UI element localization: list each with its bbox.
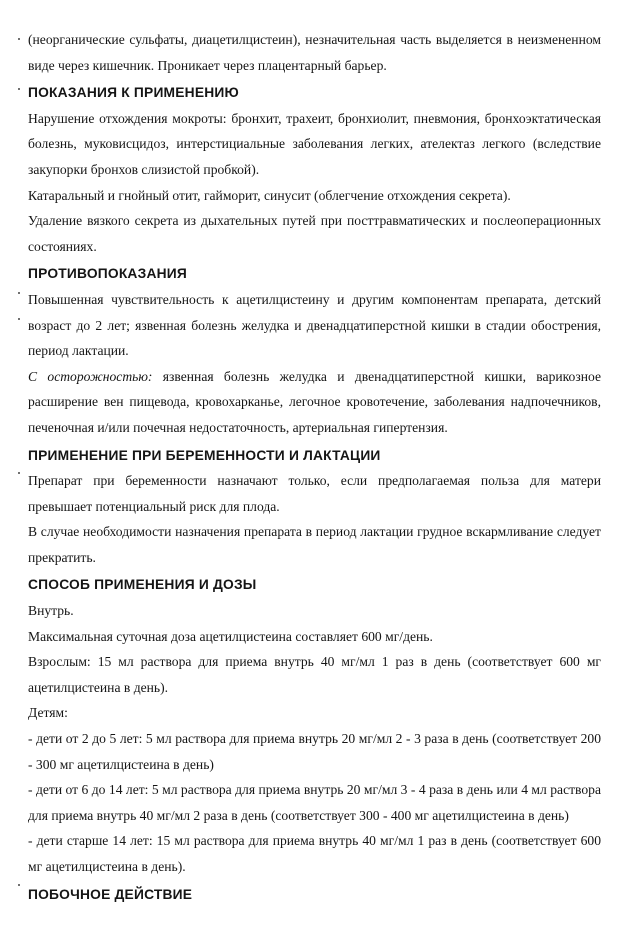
intro-paragraph: (неорганические сульфаты, диацетилцистеин), незначительная часть выделяется в неизмененном виде через кишечник. Проникает через плацентарный барьер. (28, 32, 601, 73)
scan-mark (18, 38, 20, 40)
document-page (28, 27, 601, 907)
dosage-max-dose: Максимальная суточная доза ацетилцистеина составляет 600 мг/день. (28, 628, 433, 644)
side-effects-heading: ПОБОЧНОЕ ДЕЙСТВИЕ (28, 886, 193, 902)
caution-label: С осторожностью: (28, 368, 153, 384)
scan-mark (18, 88, 20, 90)
dosage-child-14-plus: - дети старше 14 лет: 15 мл раствора для приема внутрь 40 мг/мл 1 раз в день (соответствует 600 мг ацетилцистеина в день). (28, 833, 601, 874)
scan-mark (18, 884, 20, 886)
caution-text: язвенная болезнь желудка и двенадцатиперстной кишки, варикозное расширение вен пищевода, кровохарканье, легочное кровотечение, заболевания надпочечников, печеночная и/или почечная недостаточность, артериальная гипертензия. (28, 368, 601, 435)
indications-paragraph-3: Удаление вязкого секрета из дыхательных путей при посттравматических и послеоперационных состояниях. (28, 213, 601, 254)
scan-mark (18, 472, 20, 474)
dosage-child-2-5: - дети от 2 до 5 лет: 5 мл раствора для приема внутрь 20 мг/мл 2 - 3 раза в день (соответствует 200 - 300 мг ацетилцистеина в день) (28, 731, 601, 772)
scan-mark (18, 292, 20, 294)
dosage-adults: Взрослым: 15 мл раствора для приема внутрь 40 мг/мл 1 раз в день (соответствует 600 мг ацетилцистеина в день). (28, 654, 601, 695)
dosage-children-label: Детям: (28, 705, 68, 721)
pregnancy-paragraph-1: Препарат при беременности назначают только, если предполагаемая польза для матери превышает потенциальный риск для плода. (28, 473, 601, 514)
indications-heading: ПОКАЗАНИЯ К ПРИМЕНЕНИЮ (28, 85, 239, 101)
pregnancy-paragraph-2: В случае необходимости назначения препарата в период лактации грудное вскармливание следует прекратить. (28, 524, 601, 565)
indications-paragraph-2: Катаральный и гнойный отит, гайморит, синусит (облегчение отхождения секрета). (28, 187, 511, 203)
scan-mark (18, 318, 20, 320)
indications-paragraph-1: Нарушение отхождения мокроты: бронхит, трахеит, бронхиолит, пневмония, бронхоэктатическая болезнь, муковисцидоз, интерстициальные заболевания легких, ателектаз легкого (вследствие закупорки бронхов слизистой пробкой). (28, 110, 601, 177)
dosage-route: Внутрь. (28, 603, 74, 619)
dosage-child-6-14: - дети от 6 до 14 лет: 5 мл раствора для приема внутрь 20 мг/мл 3 - 4 раза в день или 4 мл раствора для приема внутрь 40 мг/мл 2 раза в день (соответствует 300 - 400 мг ацетилцистеина в день) (28, 782, 601, 823)
caution-paragraph (28, 364, 601, 441)
pregnancy-heading: ПРИМЕНЕНИЕ ПРИ БЕРЕМЕННОСТИ И ЛАКТАЦИИ (28, 447, 381, 463)
dosage-heading: СПОСОБ ПРИМЕНЕНИЯ И ДОЗЫ (28, 577, 257, 593)
contraindications-paragraph-1: Повышенная чувствительность к ацетилцистеину и другим компонентам препарата, детский возраст до 2 лет; язвенная болезнь желудка и двенадцатиперстной кишки в стадии обострения, период лактации. (28, 291, 601, 359)
contraindications-heading: ПРОТИВОПОКАЗАНИЯ (28, 266, 188, 282)
